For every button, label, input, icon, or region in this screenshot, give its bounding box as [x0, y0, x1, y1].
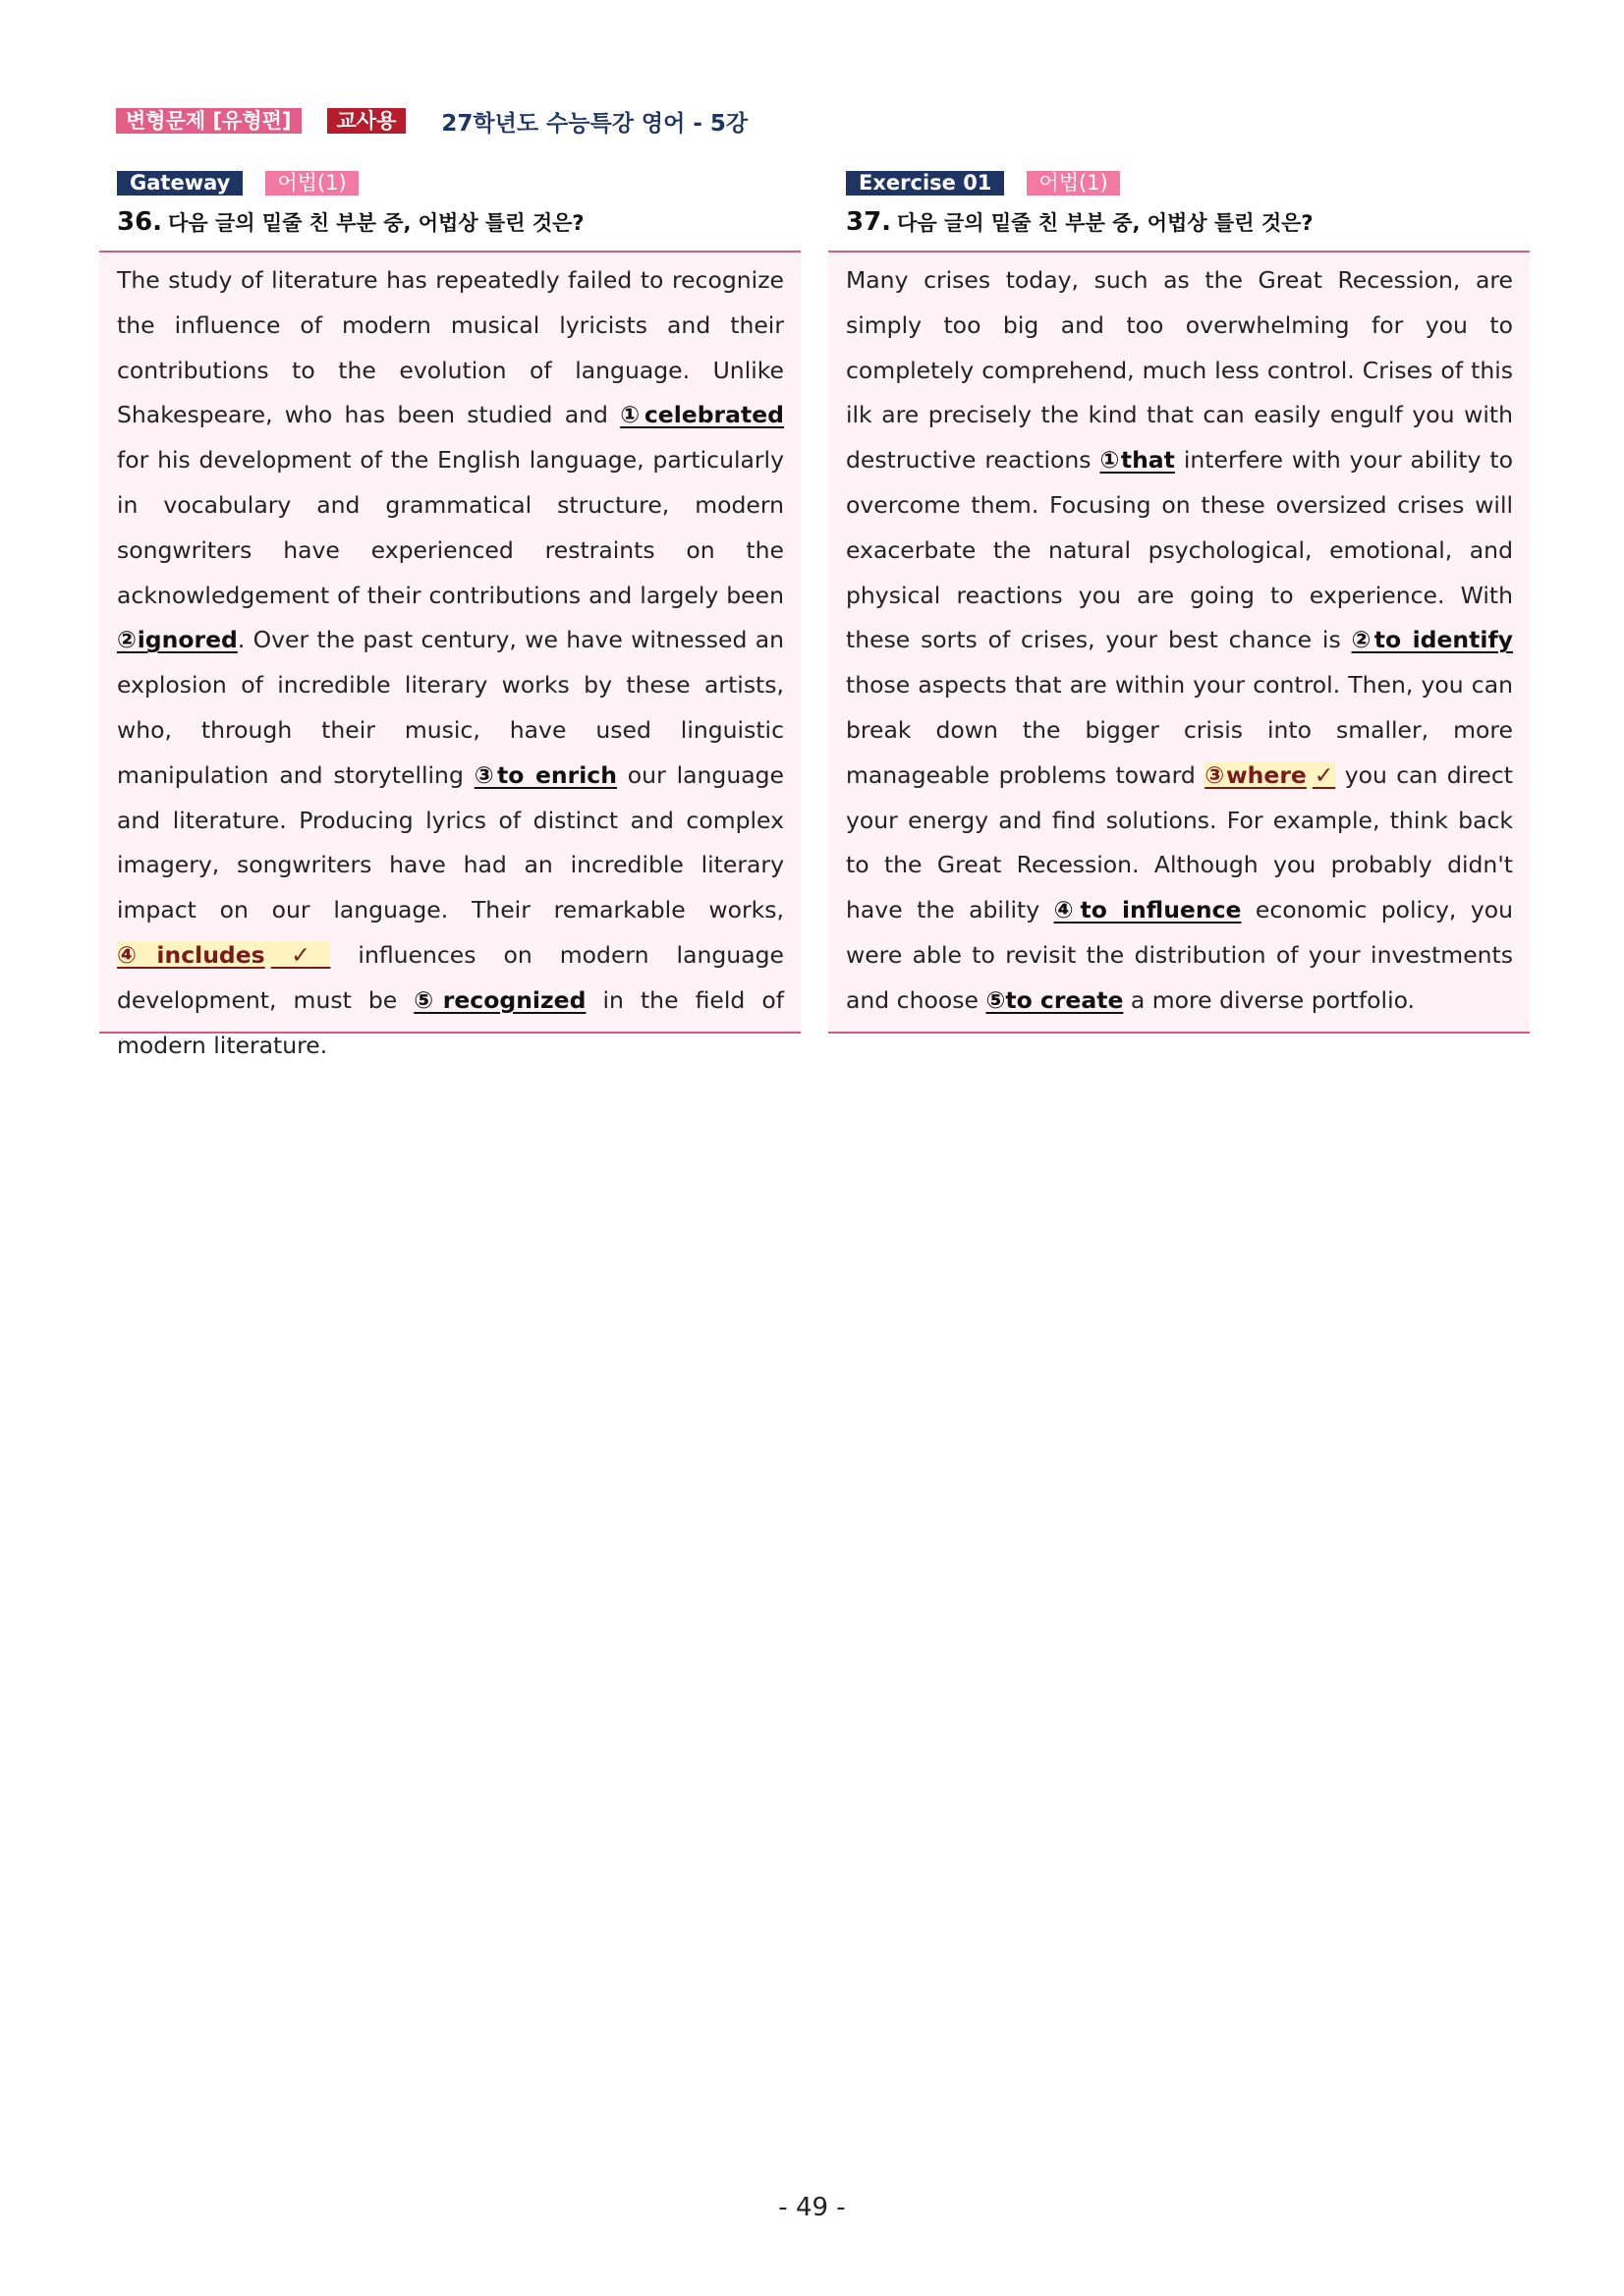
answer-text: ③where [1204, 760, 1307, 789]
underline-5: ⑤recognized [414, 985, 587, 1014]
passage-text [846, 258, 1513, 1024]
underline-3: ③to enrich [474, 760, 617, 789]
type-tag: 변형문제 [유형편] [116, 108, 302, 134]
question-text: 다음 글의 밑줄 친 부분 중, 어법상 틀린 것은? [168, 211, 585, 235]
exercise-label: Exercise 01 [846, 171, 1004, 196]
left-question-column [99, 170, 801, 1059]
answer-underline-3 [1204, 761, 1335, 789]
gateway-label: Gateway [117, 171, 243, 196]
passage-segment: you can direct your energy and find solutions. For example, think back to the Great Recession. Although you probably didn't have the ability [846, 760, 1513, 924]
passage-segment: in the field of modern literature. [117, 985, 784, 1059]
category-label: 어법(1) [265, 171, 358, 196]
category-label: 어법(1) [1027, 171, 1119, 196]
passage-box [99, 251, 801, 1059]
passage-segment: The study of literature has repeatedly failed to recognize the influence of modern musical lyricists and their contributions to the evolution of language. Unlike Shakespeare, who has been studied and [117, 266, 784, 429]
right-labels [846, 170, 1530, 196]
underline-4: ④to influence [1053, 896, 1242, 924]
teacher-tag: 교사용 [327, 108, 407, 134]
left-labels [117, 170, 801, 196]
passage-segment: those aspects that are within your control. Then, you can break down the bigger crisis into smaller, more manageable problems toward [846, 671, 1513, 789]
answer-underline-4 [117, 941, 330, 969]
page-number: - 49 - [778, 2193, 846, 2222]
check-mark-icon: ✓ [270, 940, 331, 969]
question-36 [117, 207, 801, 237]
answer-text: ④includes [117, 940, 265, 969]
underline-1: ①that [1099, 446, 1175, 475]
passage-text [117, 258, 784, 1068]
question-text: 다음 글의 밑줄 친 부분 중, 어법상 틀린 것은? [897, 211, 1314, 235]
passage-segment: a more diverse portfolio. [1123, 985, 1416, 1014]
passage-segment: for his development of the English language, particularly in vocabulary and grammatical structure, modern songwriters have experienced restraints on the acknowledgement of their contributions and largely been [117, 446, 784, 609]
underline-1: ①celebrated [620, 401, 784, 429]
passage-segment: . Over the past century, we have witnessed an explosion of incredible literary works by these artists, who, through their music, have used linguistic manipulation and storytelling [117, 626, 785, 789]
passage-box [828, 251, 1530, 1034]
right-question-column [828, 170, 1530, 1034]
check-mark-icon: ✓ [1312, 760, 1336, 789]
question-37 [846, 207, 1530, 237]
question-number: 37. [846, 207, 892, 237]
underline-2: ②ignored [117, 626, 238, 654]
passage-segment: influences on modern language development, must be [117, 940, 784, 1014]
question-number: 36. [117, 207, 163, 237]
header-title: 27학년도 수능특강 영어 - 5강 [441, 110, 749, 137]
passage-segment: our language and literature. Producing lyrics of distinct and complex imagery, songwriters have had an incredible literary impact on our language. Their remarkable works, [117, 760, 784, 924]
passage-segment: economic policy, you were able to revisit the distribution of your investments and choose [846, 896, 1513, 1014]
passage-segment: interfere with your ability to overcome them. Focusing on these oversized crises will exacerbate the natural psychological, emotional, and physical reactions you are going to experience. With these sorts of crises, your best chance is [846, 446, 1513, 654]
underline-5: ⑤to create [985, 985, 1124, 1014]
passage-segment: Many crises today, such as the Great Recession, are simply too big and too overwhelming for you to completely comprehend, much less control. Crises of this ilk are precisely the kind that can easily engulf you with destructive reactions [846, 266, 1513, 475]
page-header [116, 106, 748, 136]
underline-2: ②to identify [1351, 626, 1513, 654]
